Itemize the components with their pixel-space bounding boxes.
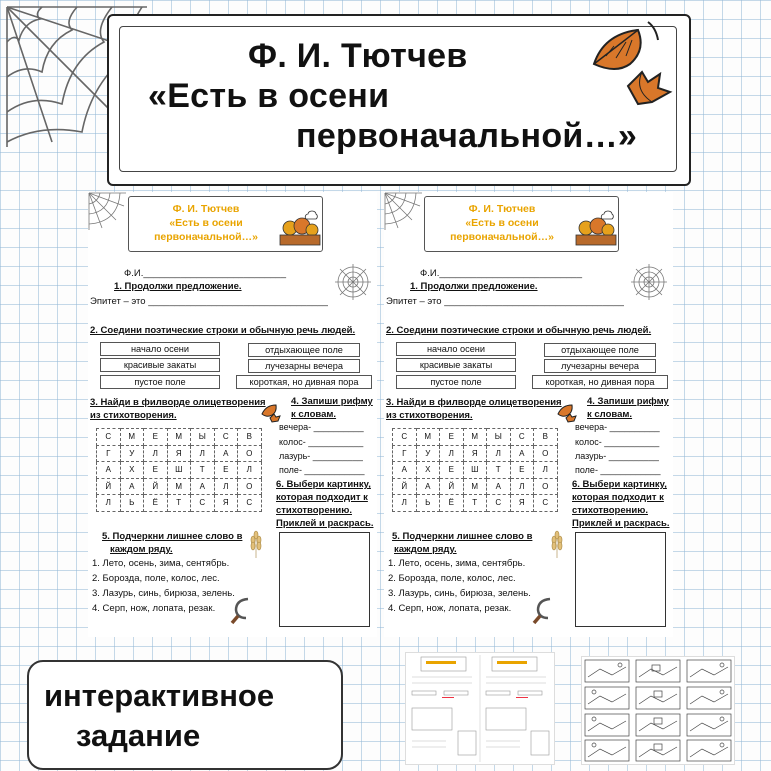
task4-heading: 4. Запиши рифму к словам.: [587, 396, 669, 420]
wheat-icon: [546, 530, 568, 560]
task5-heading: 5. Подчеркни лишнее слово в каждом ряду.: [102, 531, 243, 555]
word-row[interactable]: 3. Лазурь, синь, бирюза, зелень.: [92, 588, 235, 599]
rhyme-line[interactable]: лазурь- __________: [279, 451, 363, 461]
epithet-line[interactable]: Эпитет – это __________________________________: [386, 296, 624, 307]
worksheet-right: [384, 192, 673, 637]
fio-line[interactable]: Ф.И.___________________________: [124, 268, 286, 279]
word-search-grid[interactable]: С М Е М Ы С В Г У Л Я Л А О А Х Е Ш Т Е Л Й А Й М А Л О Л Ь Ё Т С Я С: [96, 428, 262, 512]
picture-box[interactable]: [279, 532, 370, 627]
task5-heading: 5. Подчеркни лишнее слово в каждом ряду.: [392, 531, 533, 555]
rhyme-line[interactable]: вечера- __________: [279, 422, 364, 432]
word-row[interactable]: 2. Борозда, поле, колос, лес.: [388, 573, 516, 584]
sheet-title: Ф. И. Тютчев «Есть в осени первоначальной…»: [154, 203, 258, 243]
poem-title-line1: «Есть в осени: [148, 77, 390, 115]
task3-heading: 3. Найди в филворде олицетворения из стихотворения.: [90, 397, 266, 421]
rhyme-line[interactable]: колос- ___________: [279, 437, 364, 447]
word-row[interactable]: 1. Лето, осень, зима, сентябрь.: [92, 558, 230, 569]
word-search-grid[interactable]: С М Е М Ы С В Г У Л Я Л А О А Х Е Ш Т Е Л Й А Й М А Л О Л Ь Ё Т С Я С: [392, 428, 558, 512]
spider-web-icon: [384, 192, 424, 232]
label-line2: задание: [76, 718, 201, 753]
phrase-right[interactable]: лучезарны вечера: [544, 359, 656, 373]
rhyme-line[interactable]: вечера- __________: [575, 422, 660, 432]
task1-heading: 1. Продолжи предложение.: [114, 281, 242, 292]
phrase-left[interactable]: пустое поле: [396, 375, 516, 389]
phrase-left[interactable]: красивые закаты: [396, 358, 516, 372]
task2-heading: 2. Соедини поэтические строки и обычную речь людей.: [90, 325, 356, 336]
autumn-landscape-icon: [574, 208, 618, 248]
fio-line[interactable]: Ф.И.___________________________: [420, 268, 582, 279]
picture-box[interactable]: [575, 532, 666, 627]
phrase-right[interactable]: короткая, но дивная пора: [236, 375, 372, 389]
spider-web-icon: [629, 262, 669, 302]
task3-heading: 3. Найди в филворде олицетворения из стихотворения.: [386, 397, 562, 421]
task1-heading: 1. Продолжи предложение.: [410, 281, 538, 292]
spider-web-icon: [333, 262, 373, 302]
autumn-landscape-icon: [278, 208, 322, 248]
label-line1: интерактивное: [44, 678, 275, 713]
rhyme-line[interactable]: поле- ____________: [279, 465, 365, 475]
phrase-left[interactable]: пустое поле: [100, 375, 220, 389]
word-row[interactable]: 2. Борозда, поле, колос, лес.: [92, 573, 220, 584]
worksheet-left: [88, 192, 377, 637]
phrase-left[interactable]: красивые закаты: [100, 358, 220, 372]
task2-heading: 2. Соедини поэтические строки и обычную речь людей.: [386, 325, 652, 336]
poem-title-line2: первоначальной…»: [296, 117, 638, 155]
phrase-right[interactable]: короткая, но дивная пора: [532, 375, 668, 389]
spider-web-icon: [88, 192, 128, 232]
autumn-leaves-icon: [586, 16, 686, 116]
word-row[interactable]: 1. Лето, осень, зима, сентябрь.: [388, 558, 526, 569]
phrase-right[interactable]: отдыхающее поле: [248, 343, 360, 357]
epithet-line[interactable]: Эпитет – это __________________________________: [90, 296, 328, 307]
word-row[interactable]: 4. Серп, нож, лопата, резак.: [388, 603, 512, 614]
wheat-icon: [245, 530, 267, 560]
sheet-title: Ф. И. Тютчев «Есть в осени первоначальной…»: [450, 203, 554, 243]
phrase-left[interactable]: начало осени: [100, 342, 220, 356]
task6-heading: 6. Выбери картинку, которая подходит к стихотворению. Приклей и раскрась.: [572, 479, 670, 529]
pictures-thumbnail[interactable]: [581, 656, 735, 765]
phrase-right[interactable]: отдыхающее поле: [544, 343, 656, 357]
task6-heading: 6. Выбери картинку, которая подходит к стихотворению. Приклей и раскрась.: [276, 479, 374, 529]
word-row[interactable]: 3. Лазурь, синь, бирюза, зелень.: [388, 588, 531, 599]
word-row[interactable]: 4. Серп, нож, лопата, резак.: [92, 603, 216, 614]
phrase-right[interactable]: лучезарны вечера: [248, 359, 360, 373]
leaf-icon: [556, 402, 578, 424]
leaf-icon: [260, 402, 282, 424]
phrase-left[interactable]: начало осени: [396, 342, 516, 356]
sickle-icon: [530, 596, 560, 626]
worksheet-thumbnail[interactable]: [405, 652, 555, 765]
rhyme-line[interactable]: колос- ___________: [575, 437, 660, 447]
author-title: Ф. И. Тютчев: [248, 37, 468, 75]
rhyme-line[interactable]: поле- ____________: [575, 465, 661, 475]
task4-heading: 4. Запиши рифму к словам.: [291, 396, 373, 420]
rhyme-line[interactable]: лазурь- __________: [575, 451, 659, 461]
sickle-icon: [228, 596, 258, 626]
